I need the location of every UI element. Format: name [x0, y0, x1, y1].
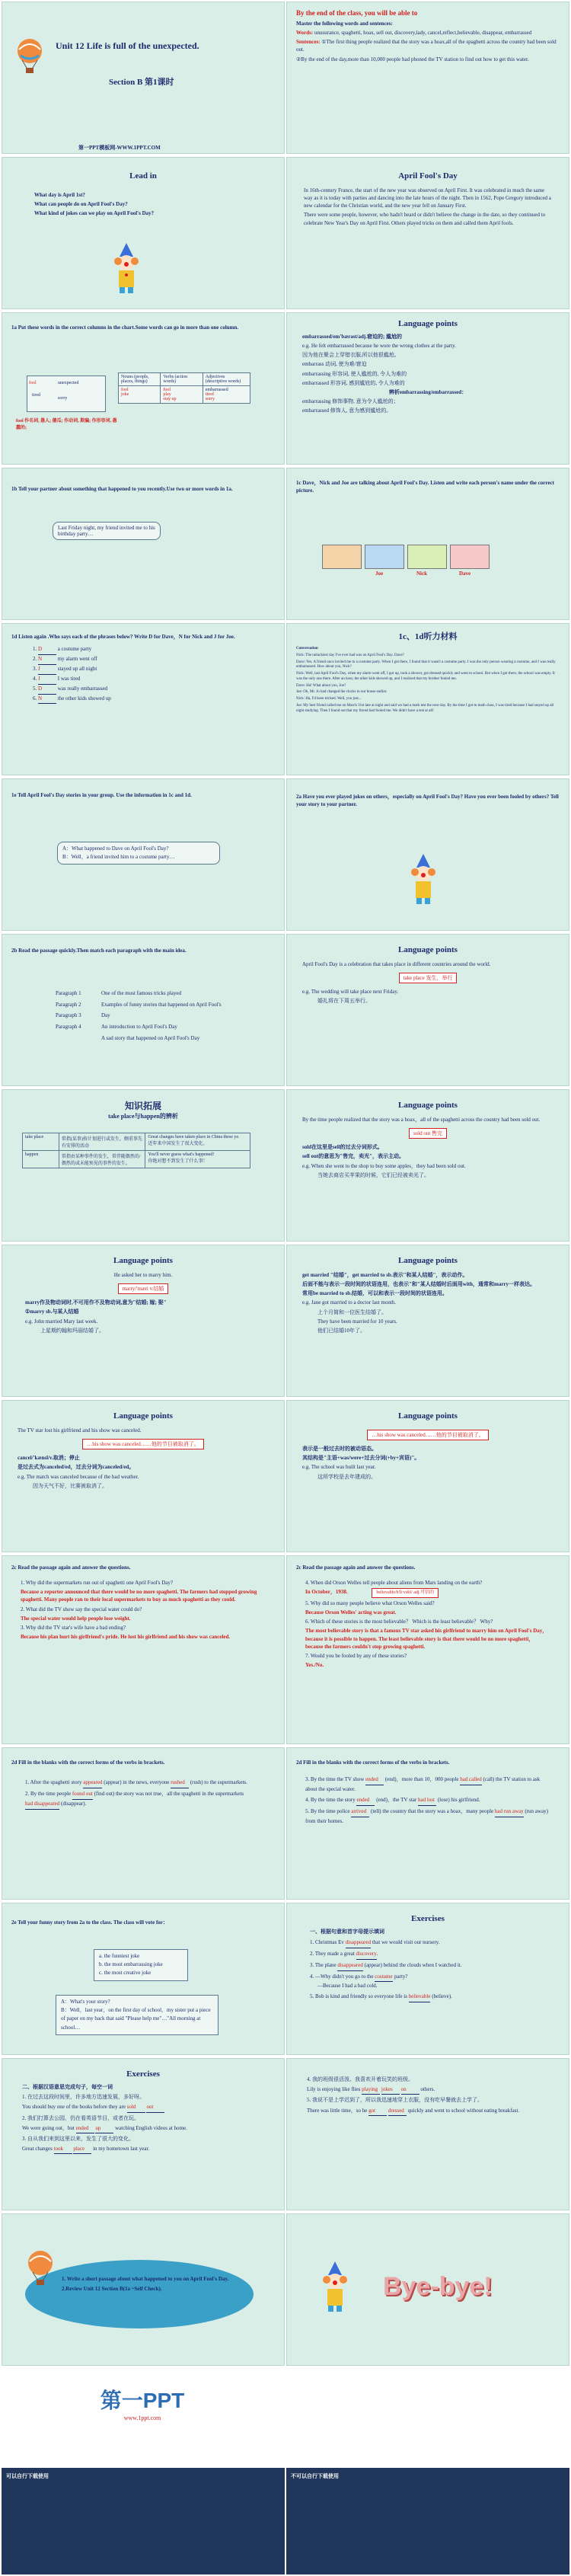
2b-main-ideas — [101, 988, 231, 1044]
cell-verb-play: play — [163, 392, 171, 397]
footer-left-text: 可以自行下载使用 — [6, 2473, 49, 2479]
exercise-blank[interactable]: up — [95, 2124, 113, 2133]
lp-example-1: e.g. Jane got married to a doctor last month. — [302, 1299, 397, 1306]
1d-answer[interactable]: J — [38, 665, 56, 675]
script-line-1: Nick: The unluckiest day I've ever had was on April Fool's Day. Dave? — [296, 653, 404, 657]
2c-a7: Yes./No. — [305, 1661, 324, 1668]
slide-objectives — [286, 2, 569, 154]
lp-example-2: They have been married for 10 years. — [317, 1318, 397, 1325]
2c-a6: The most believable story is that a famous TV star asked his girlfriend to marry him on April Fool's Day，because it is possible to happen. The least believable story is that there would be no more spaghetti，because the farmers couldn't stop growing spaghetti. — [305, 1628, 548, 1650]
word-sorry: sorry — [58, 396, 68, 401]
exercise-3: Great changes took place in my hometown last year. — [22, 2145, 264, 2154]
lp-note-1: cancel/'kænsl/v.取消；停止 — [18, 1455, 80, 1462]
2c-q7: 7. Would you be fooled by any of these stories? — [305, 1652, 407, 1659]
1d-answer[interactable]: J — [38, 675, 56, 685]
picture-3 — [407, 545, 447, 569]
sentences-label: Sentences: — [296, 39, 321, 46]
2e-title: 2e Tell your funny story from 2a to the class. The class will vote for： — [11, 1919, 168, 1926]
1e-title: 1e Tell April Fool's Day stories in your group. Use the information in 1c and 1d. — [11, 792, 192, 798]
header-nouns: Nouns (people, places, things) — [119, 373, 161, 386]
script-line-3: Nick: Well, last April Fool's Day, when my alarm went off, I got up, took a shower, got dressed quickly and went to school. But when I got there, the school was empty. It was the only one there. After an hour, the other kids showed up, and I realized that my brother fooled me. — [296, 672, 555, 681]
lp-example-cn: 这所学校是去年建成的。 — [317, 1473, 376, 1480]
footer-logo[interactable] — [93, 2384, 192, 2421]
2d-item-2: 2. By the time people found out (find out) the story was not true，all the spaghetti in the supermarkets had disappeared (disappear). — [25, 1790, 261, 1810]
lp-box: …his show was canceled……他的节目被取消了。 — [82, 1439, 204, 1449]
2d-title: 2d Fill in the blanks with the correct forms of the verbs in brackets. — [11, 1759, 165, 1766]
slide-2a — [286, 778, 569, 931]
footer-logo-text: 第一PPT — [100, 2389, 185, 2412]
lead-in-q3: What kind of jokes can we play on April Fool's Day? — [34, 210, 155, 217]
exercise-3-cn: 3. 自从我们来到这里以来，发生了很大的变化。 — [22, 2135, 134, 2142]
exercise-4-cn: 4. 我的班级很活泼。我喜欢开着玩笑的班级。 — [307, 2076, 413, 2082]
2d-blank[interactable]: had called — [460, 1775, 482, 1785]
slide-lp-get-married — [286, 1245, 569, 1397]
lp-note-2: 是过去式为canceled/ed，过去分词为canceled/ed。 — [18, 1464, 135, 1471]
1d-title: 1d Listen again .Who says each of the phrases below? Write D for Dave，N for Nick and J for Joe. — [11, 634, 235, 640]
word-tired: tired — [32, 393, 40, 398]
lp-note-2: ①marry sb.与某人结婚 — [25, 1309, 79, 1315]
1d-list — [2, 645, 284, 704]
2c-q2: 2. What did the TV show say the special water could do? — [21, 1606, 142, 1612]
bye-text: Bye-bye! — [383, 2272, 493, 2301]
slide-exercises-1 — [286, 1903, 569, 2055]
lp-example-cn: 婚礼将在下周五举行。 — [317, 998, 371, 1005]
hot-air-balloon-icon — [14, 39, 45, 75]
lp-example-1: e.g. He felt embarrassed because he wore the wrong clothes at the party. — [302, 343, 456, 350]
slide-expansion — [2, 1089, 285, 1242]
cell-term: happen — [23, 1151, 59, 1168]
1d-answer[interactable]: D — [38, 645, 56, 655]
lp-box: …his show was canceled……他的节目被取消了。 — [367, 1430, 489, 1440]
slide-main-title: Unit 12 Life is full of the unexpected. — [56, 40, 199, 51]
cell-noun-fool: fool — [121, 388, 129, 392]
cell-example: You'll never guess what's happened! — [148, 1152, 215, 1157]
slide-2d-part2 — [286, 1747, 569, 1900]
slide-exercises-3 — [286, 2058, 569, 2210]
cell-definition: 常指由某种事件的发生，常伴随偶然的/偶然的或未能预见的事件的发生。 — [59, 1151, 145, 1168]
2e-line-a: A：What's your story? — [61, 1999, 110, 2005]
cell-verb-fool: fool — [163, 388, 171, 392]
lp-example-1-cn: 因为他在聚会上穿错衣服,所以他很尴尬。 — [302, 352, 400, 359]
lp-example-1-cn: 上个月简和一位医生结婚了。 — [317, 1309, 387, 1315]
lp-sentence: The TV star lost his girlfriend and his show was canceled. — [18, 1427, 142, 1433]
exercise-blank[interactable]: believable — [409, 1993, 431, 2002]
1d-row: 6. N the other kids showed up — [33, 695, 284, 705]
sentence-2: ②By the end of the day,more than 10,000 people had phoned the TV station to find out how to get this water. — [296, 56, 529, 62]
exercise-1: 1. Christmas Ev disappeared that we would visit our nursery. — [310, 1938, 546, 1948]
1e-line-b: B：Well，a friend invited him to a costume party… — [62, 854, 175, 861]
cell-definition: 常指(某事)按计划进行或发生，侧重事先有安排的活动 — [59, 1133, 145, 1151]
slide-lp-take-place — [286, 934, 569, 1086]
lp-box: marry/'mæri v.结婚 — [118, 1283, 169, 1294]
1d-row: 1. D a costume party — [33, 645, 284, 655]
footer-right-panel — [286, 2468, 569, 2574]
exercise-blank[interactable]: took — [54, 2145, 72, 2154]
2e-line-b: B：Well，last year，on the first day of school，my sister put a piece of paper on my back that said "Please help me"…"All morning at school… — [61, 2007, 211, 2031]
1d-row: 5. D was really embarrassed — [33, 685, 284, 695]
lp-sentence: April Fool's Day is a celebration that takes place in different countries around the world. — [302, 961, 491, 967]
exercise-1-cn: 1. 在过去这段时间里，许多地方迅速发展，多好呀。 — [22, 2094, 145, 2101]
exercises-title: Exercises — [411, 1914, 445, 1923]
slide-listening-script — [286, 623, 569, 775]
slide-bye — [286, 2213, 569, 2366]
2d-blank[interactable]: rushed — [171, 1779, 189, 1788]
paragraph-label: Paragraph 2 — [56, 1001, 81, 1008]
lp-note-2: 后面不能与表示一段时间的状语连用，也表示"和"某人结婚时后面用with，通常和marry一样表达。 — [302, 1281, 536, 1288]
slide-1b — [2, 468, 285, 620]
2c-a1: Because a reporter announced that there would be no more spaghetti. The farmers had stopped growing spaghetti. Many people ran to their local supermarkets to buy as much spaghetti as they could. — [21, 1589, 257, 1603]
1c-pictures — [322, 545, 490, 575]
lp-example: e.g. The school was built last year. — [302, 1464, 376, 1471]
1d-row: 3. J stayed up all night — [33, 665, 284, 675]
2c-q6: 6. Which of these stories is the most believable？ Which is the least believable？ Why? — [305, 1619, 493, 1625]
2d-blank[interactable]: appeared — [83, 1779, 102, 1788]
lp-note-2: 其结构是"主语+was/were+过去分词(+by+宾语)"。 — [302, 1455, 420, 1462]
2c-q4: 4. When did Orson Welles tell people about aliens from Mars landing on the earth? — [305, 1580, 483, 1587]
main-idea: An introduction to April Fool's Day — [101, 1024, 177, 1031]
2e-vote-options — [94, 1949, 188, 1981]
paragraph-label: Paragraph 4 — [56, 1024, 81, 1031]
objectives-heading: By the end of the class, you will be able to — [296, 9, 418, 17]
exercise-blank[interactable]: disappeared — [346, 1938, 371, 1948]
2c-a4: In October，1938. — [305, 1589, 348, 1596]
header-adjectives: Adjectives (descriptive words) — [203, 373, 250, 386]
clown-icon — [109, 241, 144, 295]
exercise-blank[interactable]: dressed — [388, 2107, 407, 2116]
exercise-2-cn: 2. 我们打算去公园，仍在看英语节目，或者在玩。 — [22, 2114, 139, 2121]
script-line-4: Dave: Ha! What about you, Joe? — [296, 683, 346, 688]
lp-title: Language points — [398, 1101, 458, 1110]
slide-subtitle: Section B 第1课时 — [109, 78, 174, 87]
homework-text — [62, 2274, 229, 2295]
vote-option[interactable]: b. the most embarrassing joke — [99, 1961, 163, 1968]
words-list: unusurance, spaghetti, hoax, sell out, discovery,lady, cancel,reflect,believable, disappear, embarrassed — [314, 30, 532, 37]
lead-in-q2: What can people do on April Fool's Day? — [34, 201, 128, 208]
word-unexpected: unexpected — [58, 381, 79, 385]
exercise-3: 3. The plane disappeared (appear) behind the clouds when I watched it. — [310, 1961, 546, 1971]
clown-icon — [406, 852, 441, 906]
lp-title: Language points — [398, 1256, 458, 1265]
lp-note-3: 常用be married to sb.结婚，可以和表示一段时间的状语连用。 — [302, 1290, 448, 1297]
slide-1c — [286, 468, 569, 620]
clown-icon — [317, 2260, 352, 2313]
exercise-blank[interactable]: got — [368, 2107, 387, 2116]
cell-example-cn: 你绝对想不到发生了什么事！ — [148, 1159, 208, 1164]
main-idea: One of the most famous tricks played — [101, 990, 181, 996]
vote-option[interactable]: c. the most creative joke — [99, 1970, 152, 1977]
exercise-blank[interactable]: jokes — [381, 2085, 400, 2095]
vote-option[interactable]: a. the funniest joke — [99, 1953, 140, 1959]
2c-q1: 1. Why did the supermarkets run out of spaghetti one April Fool's Day? — [21, 1580, 174, 1587]
exercises-subtitle: 一、根据句意和首字母提示填词 — [310, 1929, 384, 1935]
exercise-4: Lily is enjoying like flies playing jokes on others. — [307, 2085, 549, 2095]
2d-blank[interactable]: arrived — [351, 1807, 369, 1817]
2c-note: believable/b'li:vəbl/ adj.可信的 — [372, 1588, 439, 1598]
slide-1e — [2, 778, 285, 931]
1c-title: 1c Dave，Nick and Joe are talking about April Fool's Day. Listen and write each person's name under the correct picture. — [296, 480, 554, 494]
slide-2b — [2, 934, 285, 1086]
afd-paragraph-1: In 16th-century France, the start of the new year was observed on April First. It was celebrated in much the same way as it is today with parties and dancing into the late hours of the night. Then in 1562, Pope Gregory introduced a new calendar for the Christian world, and the new year fell on January First. — [304, 187, 551, 209]
homework-item-1: 1. Write a short passage about what happened to you on April Fool's Day. — [62, 2276, 229, 2282]
expansion-subtitle: take place与happen的辨析 — [108, 1113, 178, 1120]
hot-air-balloon-icon — [25, 2251, 56, 2287]
2d-blank[interactable]: ended — [356, 1796, 375, 1806]
1d-answer[interactable]: D — [38, 685, 56, 695]
2d-item-3: 3. By the time the TV show ended (end)，more than 10，000 people had called (call) the TV station to ask about the special water. — [305, 1776, 541, 1793]
lp-sentence: By the time people realized that the story was a hoax，all of the spaghetti across the country had been sold out. — [302, 1117, 541, 1123]
paragraph-label: Paragraph 1 — [56, 990, 81, 996]
slide-2c-part2 — [286, 1555, 569, 1744]
slide-1a — [2, 312, 285, 465]
2d-title: 2d Fill in the blanks with the correct forms of the verbs in brackets. — [296, 1759, 450, 1766]
lp-item-2: 辨析embarrassing/embarrassed： — [388, 388, 467, 395]
lp-title: Language points — [398, 945, 458, 954]
exercise-5-cn: 5. 我说不是上学迟到了，所以我迅速地穿上衣服，没有吃早餐就去上学了。 — [307, 2097, 483, 2104]
2d-blank[interactable]: found out — [72, 1790, 93, 1800]
picture-2 — [365, 545, 404, 569]
exercise-5: 5. Bob is kind and friendly so everyone life is believable (believe). — [310, 1993, 546, 2002]
script-title: 1c、1d听力材料 — [398, 632, 458, 641]
cell-verb-stay-up: stay up — [163, 397, 177, 401]
cell-term: take place — [23, 1133, 59, 1151]
lp-title: Language points — [113, 1411, 173, 1421]
2c-q3: 3. Why did the TV star's wife have a bad ending? — [21, 1624, 126, 1631]
1b-title: 1b Tell your partner about something that happened to you recently.Use two or more words in 1a. — [11, 486, 233, 492]
footer-banner — [2, 2369, 569, 2574]
slide-1d — [2, 623, 285, 775]
script-line-7: Joe: My best friend called me on March 31st late at night and said we had a math test the next day. By the time I got to math class, I was tired because I had stayed up all night studying. Then I found out that my friend had fooled me. We didn't have a test at all! — [296, 703, 554, 713]
2c-a3: Because his plan hurt his girlfriend's pride. He lost his girlfriend and his show was canceled. — [21, 1633, 231, 1640]
2d-item-1: 1. After the spaghetti story appeared (appear) in the news, everyone rushed (rush) to the supermarkets. — [25, 1779, 261, 1788]
word-fool: fool — [29, 381, 37, 385]
homework-item-2: 2.Review Unit 12 Section B(1a ~Self Check). — [62, 2286, 162, 2293]
cell-adj-embarrassed: embarrassed — [205, 388, 228, 392]
lp-note-5: embarrassed 修饰人, 意为感到尴尬的。 — [302, 407, 392, 414]
cell-example-cn: 近年来中国发生了很大变化。 — [148, 1142, 208, 1146]
exercises-subtitle: 二、根据汉语意思完成句子，每空一词 — [22, 2084, 113, 2090]
slide-lp-sold-out — [286, 1089, 569, 1242]
1b-speech-bubble: Last Friday night, my friend invited me to his birthday party… — [53, 522, 161, 540]
main-idea: A sad story that happened on April Fool's Day — [101, 1034, 200, 1041]
words-label: Words: — [296, 30, 314, 37]
footer-right-text: 不可以自行下载使用 — [291, 2473, 339, 2479]
1e-line-a: A：What happened to Dave on April Fool's Day? — [62, 845, 169, 852]
site-watermark[interactable]: 第一PPT模板网-WWW.1PPT.COM — [78, 145, 161, 151]
1d-row: 4. J I was tired — [33, 675, 284, 685]
footer-url[interactable]: www.1ppt.com — [123, 2415, 161, 2421]
exercise-2: We were going out，but ended up watching English videos at home. — [22, 2124, 264, 2133]
2b-title: 2b Read the passage quickly.Then match each paragraph with the main idea. — [11, 948, 187, 954]
2d-item-4: 4. By the time the story ended (end)，the TV star had lost (lose) his girlfriend. — [305, 1796, 550, 1806]
cell-adj-tired: tired — [205, 392, 214, 397]
answer-joe: Joe — [375, 570, 384, 577]
2e-dialogue — [56, 1995, 219, 2035]
lp-sentence: He asked her to marry him. — [113, 1272, 173, 1278]
2b-paragraph-labels — [56, 988, 81, 1033]
slide-lp-embarrassed — [286, 312, 569, 465]
1a-title: 1a Put these words in the correct columns in the chart.Some words can go in more than one column. — [11, 324, 239, 331]
slide-april-fools-day — [286, 157, 569, 309]
answer-nick: Nick — [416, 570, 427, 577]
lp-example: e.g. The match was canceled because of the bad weather. — [18, 1473, 139, 1480]
lp-note-1: marry作及物动词时,不可用作不及物动词,意为"结婚; 嫁; 娶" — [25, 1299, 167, 1306]
cell-adj-sorry: sorry — [205, 397, 215, 401]
lp-box: sold out 售完 — [409, 1128, 447, 1139]
word-cluster — [27, 376, 106, 414]
2c-title: 2c Read the passage again and answer the questions. — [296, 1564, 416, 1571]
2d-blank[interactable]: had disappeared — [25, 1800, 59, 1810]
cell-noun-joke: joke — [121, 392, 129, 397]
paragraph-label: Paragraph 3 — [56, 1012, 81, 1019]
exercise-4: 4. —Why didn't you go to the costume party? —Because I had a bad cold. — [310, 1973, 408, 1990]
exercise-2: 2. They made a great discovery. — [310, 1950, 546, 1960]
2d-blank[interactable]: had lost — [418, 1796, 436, 1806]
slide-lp-passive — [286, 1400, 569, 1552]
script-line-2: Dave: Yes. A friend once invited me to a costume party. When I got there, I found that it wasn't a costume party. I was the only person wearing a costume, and I was really embarrassed. How about you, Nick? — [296, 660, 556, 670]
2c-q5: 5. Why did so many people believe what Orson Welles said? — [305, 1600, 435, 1606]
slide-lp-cancel — [2, 1400, 285, 1552]
exercise-blank[interactable]: costume — [375, 1973, 393, 1983]
slide-homework — [2, 2213, 285, 2366]
lp-example: e.g. The wedding will take place next Friday. — [302, 989, 399, 996]
lp-example-2-cn: 他们已结婚10年了。 — [317, 1327, 365, 1334]
answer-dave: Dave — [459, 570, 471, 577]
words-chart — [118, 372, 250, 404]
slide-2e — [2, 1903, 285, 2055]
lp-note-2: embarrassing 形容词, 使人尴尬的, 令人为难的 — [302, 370, 407, 377]
script-line-6: Nick: Ha, I'd been tricked. Well, you just... — [296, 697, 362, 701]
lp-note-4: embarrassing 修饰事物, 意为令人尴尬的； — [302, 398, 399, 404]
afd-title: April Fool's Day — [398, 171, 458, 181]
fool-note: fool 作名词, 愚人; 傻瓜; 作动词, 欺骗; 作形容词, 愚蠢的; — [16, 419, 117, 430]
exercise-blank[interactable]: disappeared — [337, 1961, 362, 1971]
lp-example-cn: 因为天气不好，比赛被取消了。 — [33, 1482, 107, 1489]
1d-answer[interactable]: N — [38, 695, 56, 705]
exercise-blank[interactable]: discovery — [356, 1950, 377, 1960]
lp-note-1: sold在这里是sell的过去分词形式。 — [302, 1144, 383, 1151]
expansion-table — [22, 1133, 250, 1168]
1d-answer[interactable]: N — [38, 655, 56, 665]
slide-exercises-2 — [2, 2058, 285, 2210]
exercise-blank[interactable]: ended — [76, 2124, 94, 2133]
exercise-blank[interactable]: out — [146, 2103, 164, 2112]
lp-title: Language points — [398, 319, 458, 328]
lp-title: Language points — [113, 1256, 173, 1265]
2d-blank[interactable]: ended — [365, 1775, 384, 1785]
slide-title — [2, 2, 285, 154]
lp-title: Language points — [398, 1411, 458, 1421]
lp-item-1: embarrassed/em'bærəst/adj.窘迫的; 尴尬的 — [302, 334, 403, 340]
2c-title: 2c Read the passage again and answer the questions. — [11, 1564, 131, 1571]
slide-lp-marry — [2, 1245, 285, 1397]
exercise-5: There was little time，so he got dressed quickly and went to school without eating breakfast. — [307, 2107, 549, 2116]
2a-title: 2a Have you ever played jokes on others，especially on April Fool's Day? Have you ever been fooled by others? Tell your story to your partner. — [296, 794, 559, 808]
lp-example: e.g. John married Mary last week. — [25, 1318, 98, 1325]
slide-2d-part1 — [2, 1747, 285, 1900]
header-verbs: Verbs (action words) — [161, 373, 203, 386]
lead-in-q1: What day is April 1st? — [34, 192, 85, 198]
exercise-blank[interactable]: sold — [127, 2103, 145, 2112]
2c-a2: The special water would help people lose weight. — [21, 1615, 131, 1622]
slide-lead-in — [2, 157, 285, 309]
script-line-5: Joe: Oh, Mr. Jo had changed the clocks in our house earlier. — [296, 690, 388, 695]
2d-blank[interactable]: had run away — [495, 1807, 524, 1817]
expansion-title: 知识拓展 — [124, 1101, 161, 1111]
exercise-blank[interactable]: place — [73, 2145, 91, 2154]
lp-note-3: embarrassed 形容词, 感到尴尬的, 令人为难的 — [302, 379, 405, 386]
2d-item-5: 5. By the time police arrived (tell) the country that the story was a hoax，many people had run away (run away) from their homes. — [305, 1807, 548, 1824]
exercise-blank[interactable]: on — [401, 2085, 419, 2095]
afd-paragraph-2: There were some people, however, who hadn't heard or didn't believe the change in the date, so they continued to celebrate New Year's Day on April First. Others played tricks on them and called them April fools. — [304, 212, 546, 226]
lp-note-2: sell out的意思为"售完，卖光"，表示主动。 — [302, 1153, 404, 1160]
lp-note-1: 表示是一般过去时的被动语态。 — [302, 1446, 377, 1453]
1d-row: 2. N my alarm went off — [33, 655, 284, 665]
footer-left-panel — [2, 2468, 285, 2574]
objectives-line1: Master the following words and sentences: — [296, 21, 393, 27]
lp-box: take place 发生，举行 — [399, 973, 458, 983]
slide-2c-part1 — [2, 1555, 285, 1744]
exercises-title: Exercises — [126, 2069, 160, 2079]
picture-4 — [450, 545, 490, 569]
lead-in-title: Lead in — [129, 171, 157, 181]
1e-dialogue — [57, 842, 220, 865]
lp-example-cn: 当她去商店买苹果的时候，它们已经被卖光了。 — [317, 1171, 429, 1178]
lp-note-1: embarrass 动词, 使为难/窘迫 — [302, 361, 367, 368]
exercise-1: You should buy one of the books before they are sold out — [22, 2103, 264, 2112]
word-box — [27, 376, 106, 412]
lp-example-cn: 上星期约翰和玛丽结婚了。 — [40, 1327, 104, 1334]
exercise-blank[interactable]: playing — [362, 2085, 380, 2095]
picture-1 — [322, 545, 362, 569]
lp-note-1: get married "结婚"，get married to sb.表示"和某人结婚"，表示动作。 — [302, 1272, 468, 1278]
main-idea: Examples of funny stories that happened on April Fool's Day — [101, 1001, 222, 1019]
2c-a5: Because Orson Welles' acting was great. — [305, 1609, 397, 1616]
cell-example: Great changes have taken place in China these ye. — [148, 1135, 240, 1139]
lp-example: e.g. When she went to the shop to buy some apples，they had been sold out. — [302, 1162, 466, 1169]
script-label: Conversation — [296, 647, 318, 650]
sentence-1: ①The first thing people realized that the story was a hoax,all of the spaghetti across the country had been sold out. — [296, 39, 557, 53]
